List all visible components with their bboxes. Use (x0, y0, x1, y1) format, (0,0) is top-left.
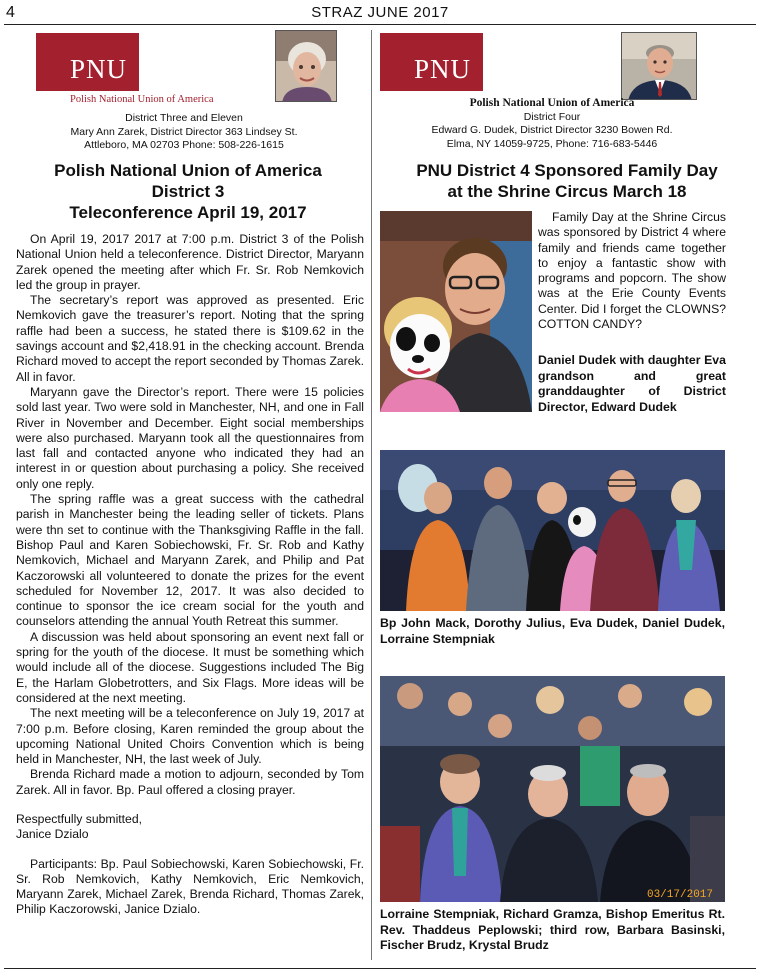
article-paragraph: On April 19, 2017 2017 at 7:00 p.m. District 3 of the Polish National Union held a teleconference. District Director, Maryann Zarek opened the meeting after which Fr. Sr. Rob Nemkovich led the group in prayer. (16, 232, 364, 292)
right-district-info (392, 97, 712, 151)
left-title-line3: Teleconference April 19, 2017 (69, 203, 307, 222)
circus-group-photo-icon (380, 450, 725, 611)
photo1-caption: Daniel Dudek with daughter Eva grandson and great granddaughter of District Director, Edward Dudek (538, 353, 726, 414)
right-title-line2: at the Shrine Circus March 18 (447, 182, 687, 201)
page-number: 4 (6, 4, 15, 21)
left-article-body (16, 232, 364, 918)
left-title-line2: District 3 (151, 182, 225, 201)
pnu-logo-text: PNU (414, 54, 472, 84)
article-paragraph: Maryann gave the Director’s report. There were 15 policies sold last year. Two were sold in Manchester, NH, and one in Fall River in November and December. Eight social memberships were also purchased. Maryann took all the questionnaires from last fall and contacted anyone who indicated they had an interest in or question about purchasing a policy. She received only one reply. (16, 384, 364, 491)
article-paragraph: Brenda Richard made a motion to adjourn, seconded by Tom Zarek. All in favor. Bp. Paul offered a closing prayer. (16, 767, 364, 797)
article-paragraph: The spring raffle was a great success with the cathedral parish in Manchester being the leading seller of tickets. Plans were thn set to continue with the Thanksgiving Raffle in the fall. Bishop Paul and Karen Sobiechowski, Fr. Sr. Rob and Kathy Nemkovich, Michael and Maryann Zarek, and Philip and Pat Kaczorowski all volunteered to donate the prizes for the event scheduled for November 12, 2017. It was also decided to continue to sponsor the ice cream social for the youth and counselors attending the annual Youth Retreat this summer. (16, 492, 364, 629)
photo3-caption: Lorraine Stempniak, Richard Gramza, Bishop Emeritus Rt. Rev. Thaddeus Peplowski; third row, Barbara Basinski, Fischer Brudz, Krystal Brudz (380, 907, 725, 953)
left-district-name: District Three and Eleven (125, 112, 243, 124)
man-portrait-icon (622, 33, 697, 100)
participants-list: Participants: Bp. Paul Sobiechowski, Karen Sobiechowski, Fr. Sr. Rob Nemkovich, Kathy Nemkovich, Eric Nemkovich, Maryann Zarek, Michael Zarek, Brenda Richard, Thomas Zarek, Philip Kaczorowski, Janice Dzialo. (16, 856, 364, 917)
right-district-name: District Four (523, 110, 581, 123)
article-paragraph: The secretary’s report was approved as presented. Eric Nemkovich gave the treasurer’s report. Noting that the spring raffle had been a success, he stated there is $109.62 in the savings account and $2,418.91 in the checking account. Brenda Richard moved to accept the report seconded by Thomas Zarek. All in favor. (16, 293, 364, 384)
pnu-logo-left (36, 33, 139, 91)
article-paragraph: A discussion was held about sponsoring an event next fall or spring for the youth of the diocese. It must be something which would include all of the diocese. Suggestions included The Big E, the Harlam Globetrotters, and Six Flags. More ideas will be considered at the next meeting. (16, 629, 364, 705)
right-contact-line: Elma, NY 14059-9725, Phone: 716-683-5446 (446, 137, 658, 150)
article-paragraph: The next meeting will be a teleconference on July 19, 2017 at 7:00 p.m. Before closing, Karen reminded the group about the upcoming National United Choirs Convention which is being held in Manchester, NH, the last week of July. (16, 706, 364, 767)
photo-group-circus (380, 450, 725, 611)
right-article-title (378, 160, 756, 202)
right-intro-text: Family Day at the Shrine Circus was sponsored by District 4 where family and friends came together to enjoy a fantastic show with programs and popcorn. The show was at the Erie County Events Center. Did I forget the CLOWNS? COTTON CANDY? (538, 210, 726, 332)
photo-audience-circus (380, 676, 725, 902)
bottom-rule (4, 968, 756, 969)
top-rule (4, 24, 756, 25)
left-contact-line: Attleboro, MA 02703 Phone: 508-226-1615 (84, 139, 284, 151)
pnu-logo-right (380, 33, 483, 91)
column-divider (371, 30, 372, 960)
photo-father-daughter (380, 211, 532, 412)
right-logo-subtitle: Polish National Union of America (469, 97, 635, 109)
signoff-name: Janice Dzialo (16, 827, 89, 842)
signoff-line: Respectfully submitted, (16, 811, 142, 826)
woman-portrait-icon (276, 31, 337, 102)
audience-photo-icon (380, 676, 725, 902)
left-director-line: Mary Ann Zarek, District Director 363 Lindsey St. (70, 125, 298, 138)
father-daughter-photo-icon (380, 211, 532, 412)
pnu-logo-text: PNU (70, 54, 128, 84)
left-district-info (44, 112, 324, 153)
right-director-line: Edward G. Dudek, District Director 3230 Bowen Rd. (431, 124, 673, 136)
left-article-title (10, 160, 366, 223)
photo2-caption: Bp John Mack, Dorothy Julius, Eva Dudek, Daniel Dudek, Lorraine Stempniak (380, 616, 725, 646)
masthead: STRAZ JUNE 2017 (311, 4, 449, 21)
pnu-logo-subtitle: Polish National Union of America (70, 94, 214, 105)
director-portrait-left (275, 30, 337, 102)
right-title-line1: PNU District 4 Sponsored Family Day (416, 161, 718, 180)
left-title-line1: Polish National Union of America (54, 161, 322, 180)
date-stamp: 03/17/2017 (646, 889, 714, 901)
director-portrait-right (621, 32, 697, 100)
